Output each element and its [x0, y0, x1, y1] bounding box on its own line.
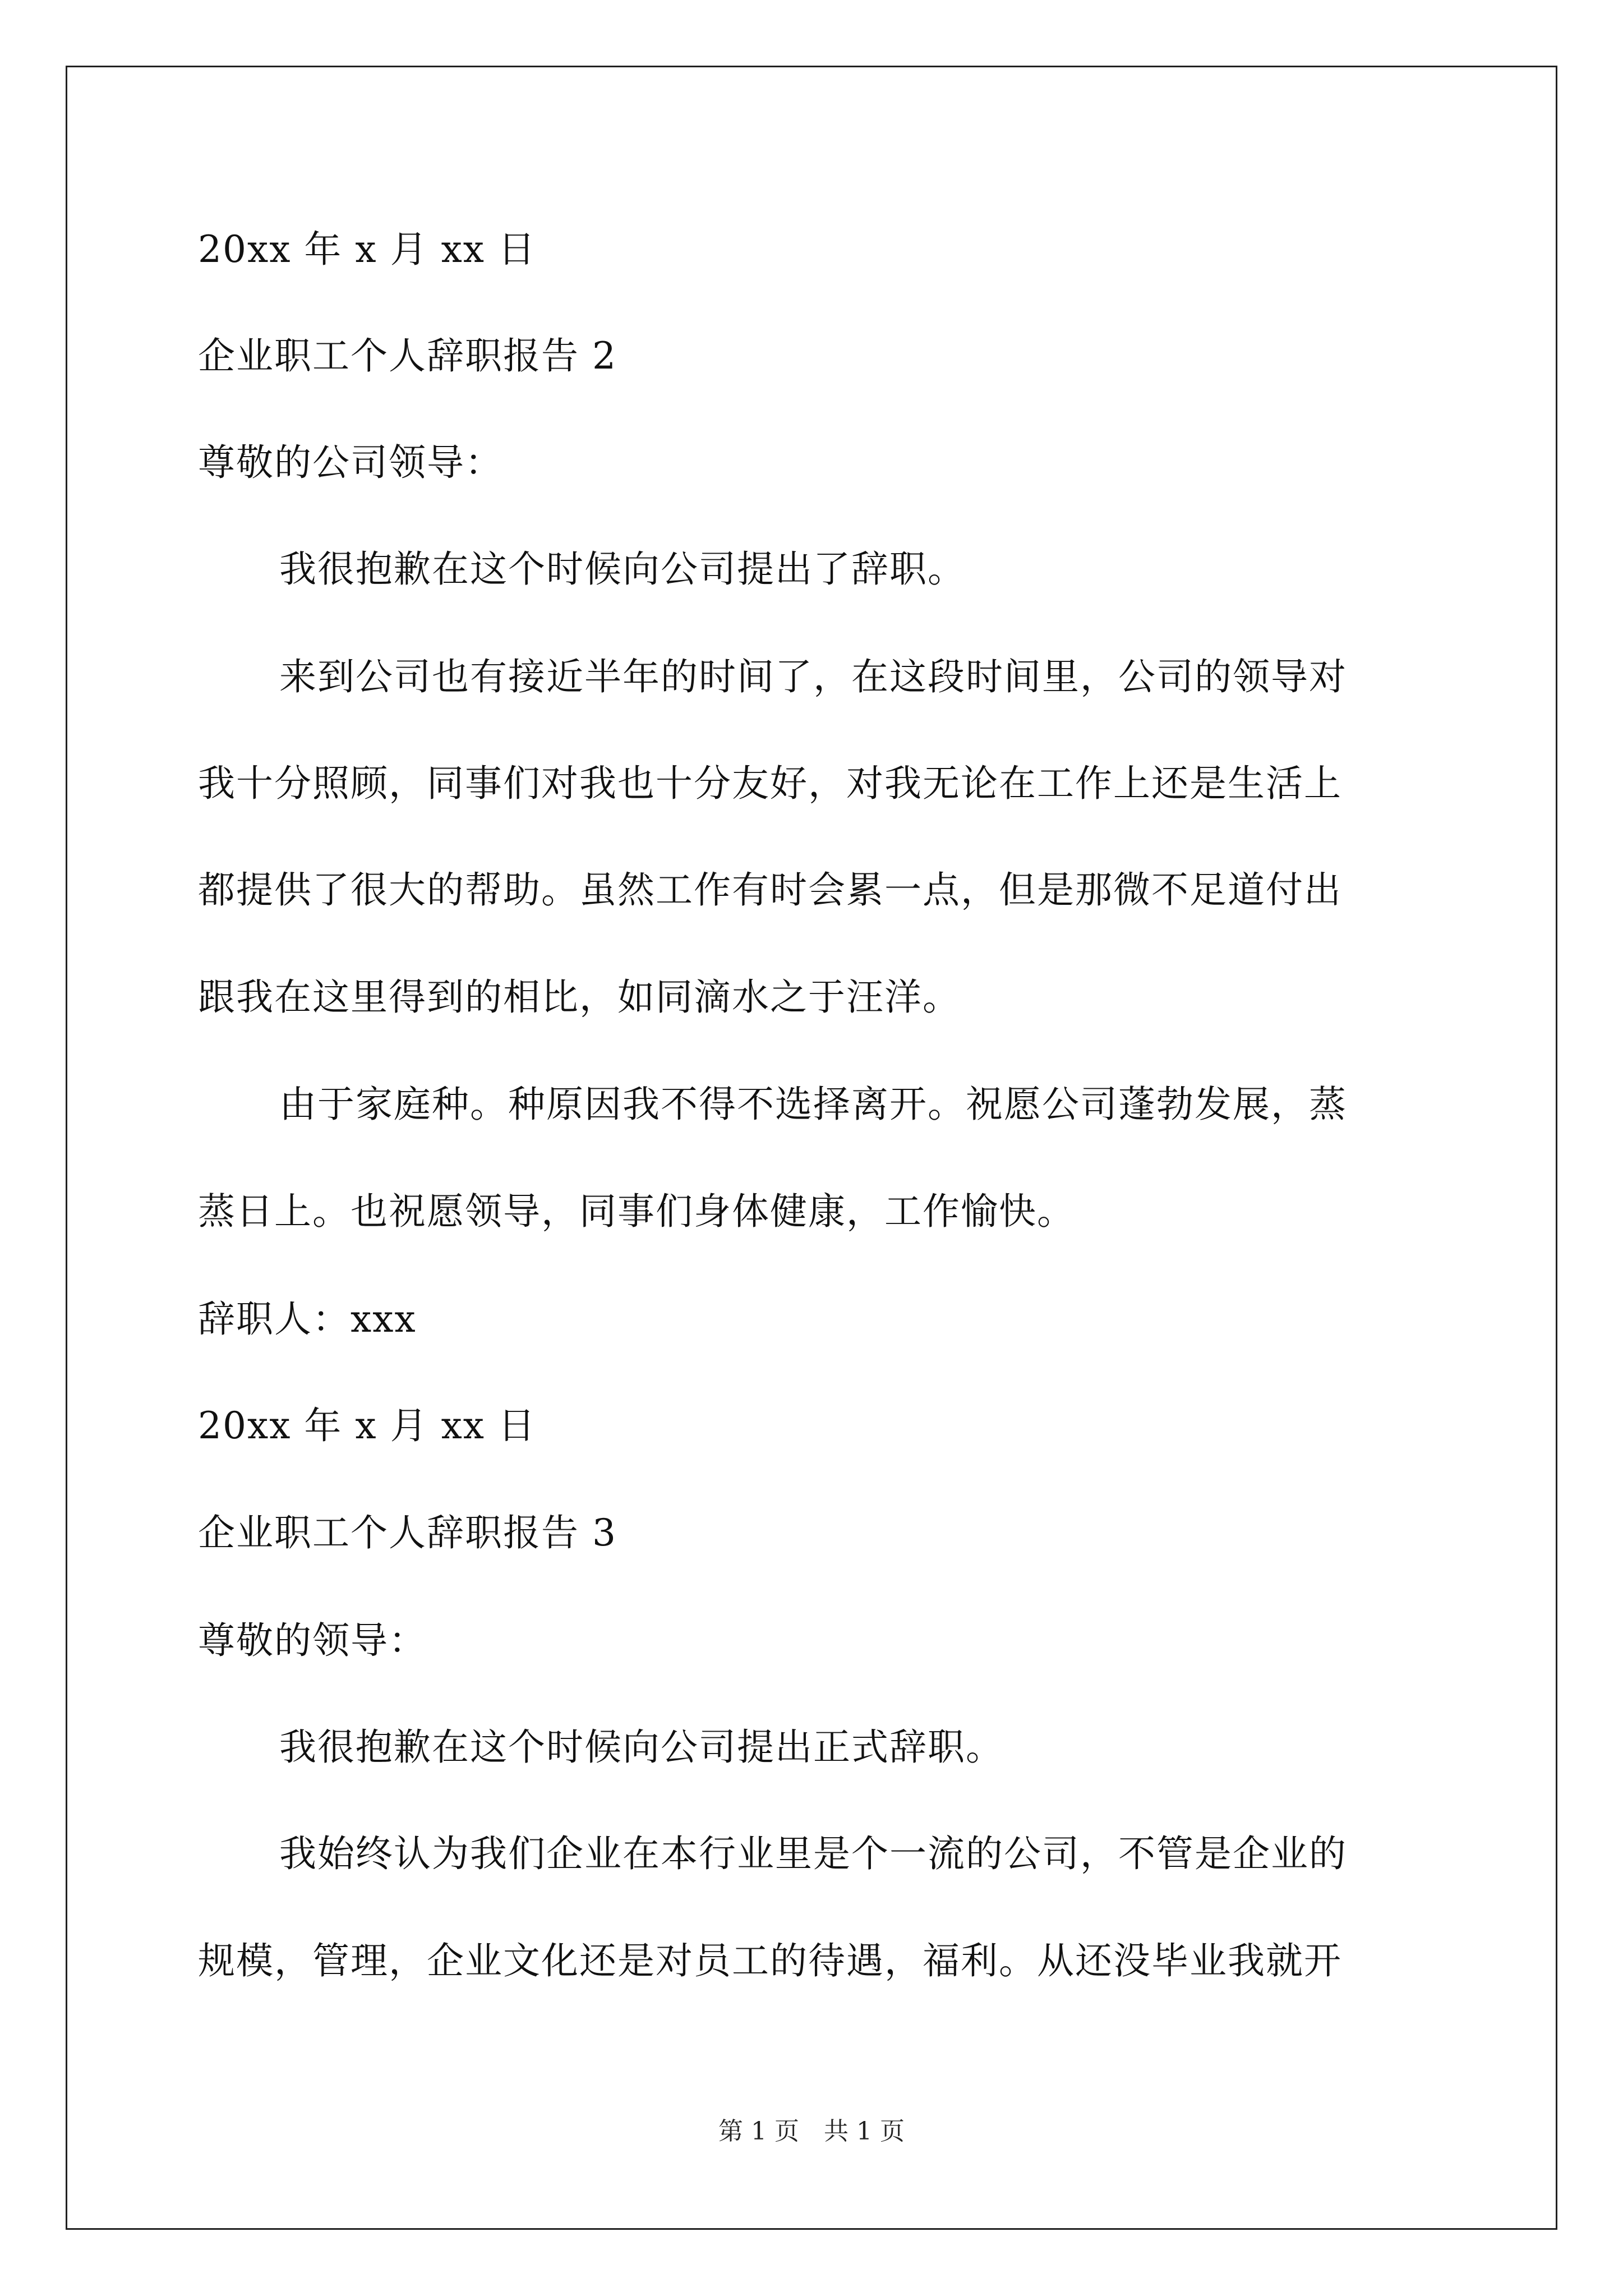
page-border	[66, 66, 1557, 2230]
paragraph-line: 我很抱歉在这个时候向公司提出了辞职。	[279, 547, 966, 591]
salutation: 尊敬的领导：	[198, 1619, 427, 1662]
paragraph-line: 跟我在这里得到的相比，如同滴水之于汪洋。	[198, 976, 961, 1019]
paragraph-line: 都提供了很大的帮助。虽然工作有时会累一点，但是那微不足道付出	[198, 868, 1342, 912]
date-line: 20xx 年 x 月 xx 日	[198, 1404, 536, 1447]
section-title: 企业职工个人辞职报告 3	[198, 1511, 617, 1554]
paragraph-line: 蒸日上。也祝愿领导，同事们身体健康，工作愉快。	[198, 1190, 1075, 1233]
paragraph-line: 由于家庭种。种原因我不得不选择离开。祝愿公司蓬勃发展，蒸	[279, 1083, 1347, 1126]
paragraph-line: 我很抱歉在这个时候向公司提出正式辞职。	[279, 1726, 1004, 1769]
salutation: 尊敬的公司领导：	[198, 441, 503, 484]
signature-line: 辞职人：xxx	[198, 1297, 417, 1341]
paragraph-line: 规模，管理，企业文化还是对员工的待遇，福利。从还没毕业我就开	[198, 1939, 1342, 1982]
paragraph-line: 来到公司也有接近半年的时间了，在这段时间里，公司的领导对	[279, 655, 1347, 698]
date-line: 20xx 年 x 月 xx 日	[198, 228, 536, 271]
page-number-footer: 第 1 页 共 1 页	[718, 2117, 905, 2146]
section-title: 企业职工个人辞职报告 2	[198, 334, 617, 378]
paragraph-line: 我十分照顾，同事们对我也十分友好，对我无论在工作上还是生活上	[198, 762, 1342, 805]
paragraph-line: 我始终认为我们企业在本行业里是个一流的公司，不管是企业的	[279, 1832, 1347, 1875]
